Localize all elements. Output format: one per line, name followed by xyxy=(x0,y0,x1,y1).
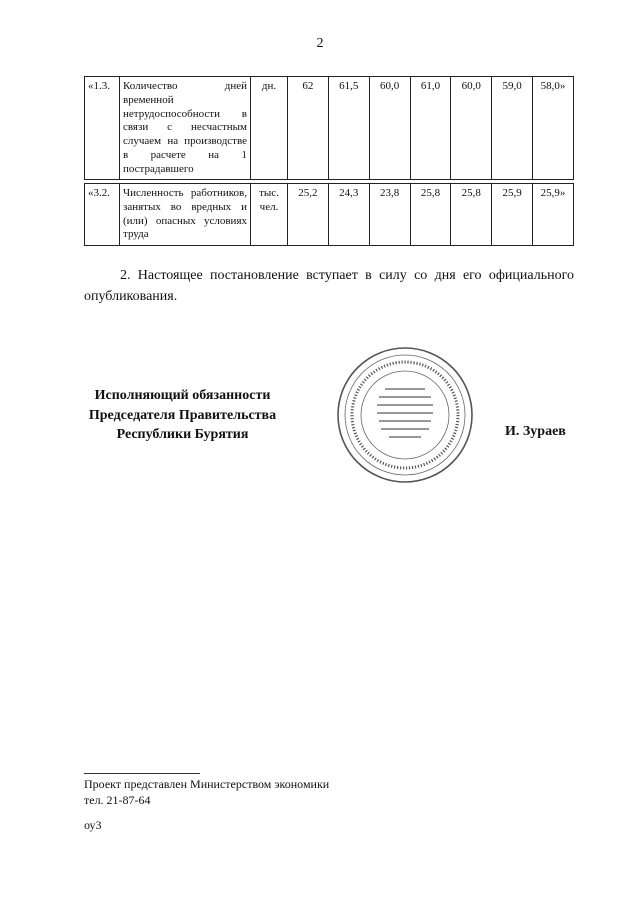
value-cell: 60,0 xyxy=(451,77,492,180)
value-cell: 23,8 xyxy=(369,184,410,246)
value-cell: 61,0 xyxy=(410,77,451,180)
value-cell: 25,8 xyxy=(410,184,451,246)
value-cell: 25,9» xyxy=(533,184,574,246)
unit-cell: дн. xyxy=(251,77,288,180)
row-number: «1.3. xyxy=(85,77,120,180)
indicator-table-3-2 xyxy=(84,183,574,246)
position-line: Республики Бурятия xyxy=(116,427,249,443)
signatory-name: И. Зураев xyxy=(505,424,566,439)
position-line: Исполняющий обязанности xyxy=(94,388,271,403)
value-cell: 59,0 xyxy=(492,77,533,180)
signatory-position xyxy=(80,386,285,445)
footnote-line: тел. 21-87-64 xyxy=(84,792,151,807)
value-cell: 25,8 xyxy=(451,184,492,246)
official-seal-icon xyxy=(335,345,475,485)
unit-cell: тыс. чел. xyxy=(251,184,288,246)
table-row xyxy=(85,184,574,246)
value-cell: 58,0» xyxy=(533,77,574,180)
indicator-table-1-3 xyxy=(84,76,574,180)
row-number: «3.2. xyxy=(85,184,120,246)
footnote-divider xyxy=(84,773,200,774)
value-cell: 61,5 xyxy=(328,77,369,180)
page-number: 2 xyxy=(316,36,324,51)
value-cell: 25,9 xyxy=(492,184,533,246)
indicator-name: Численность работников, занятых во вредных и (или) опасных условиях труда xyxy=(120,184,251,246)
effective-date-paragraph: 2. Настоящее постановление вступает в силу со дня его официального опубликования. xyxy=(84,268,574,304)
footnote-line: Проект представлен Министерством экономики xyxy=(84,777,330,791)
value-cell: 24,3 xyxy=(328,184,369,246)
value-cell: 62 xyxy=(288,77,329,180)
value-cell: 25,2 xyxy=(288,184,329,246)
indicator-name: Количество дней временной нетрудоспособности в связи с несчастным случаем на производстве в расчете на 1 пострадавшего xyxy=(120,77,251,180)
footnote xyxy=(84,777,329,808)
value-cell: 60,0 xyxy=(369,77,410,180)
table-row xyxy=(85,77,574,180)
document-code: оу3 xyxy=(84,818,102,832)
position-line: Председателя Правительства xyxy=(88,407,277,423)
